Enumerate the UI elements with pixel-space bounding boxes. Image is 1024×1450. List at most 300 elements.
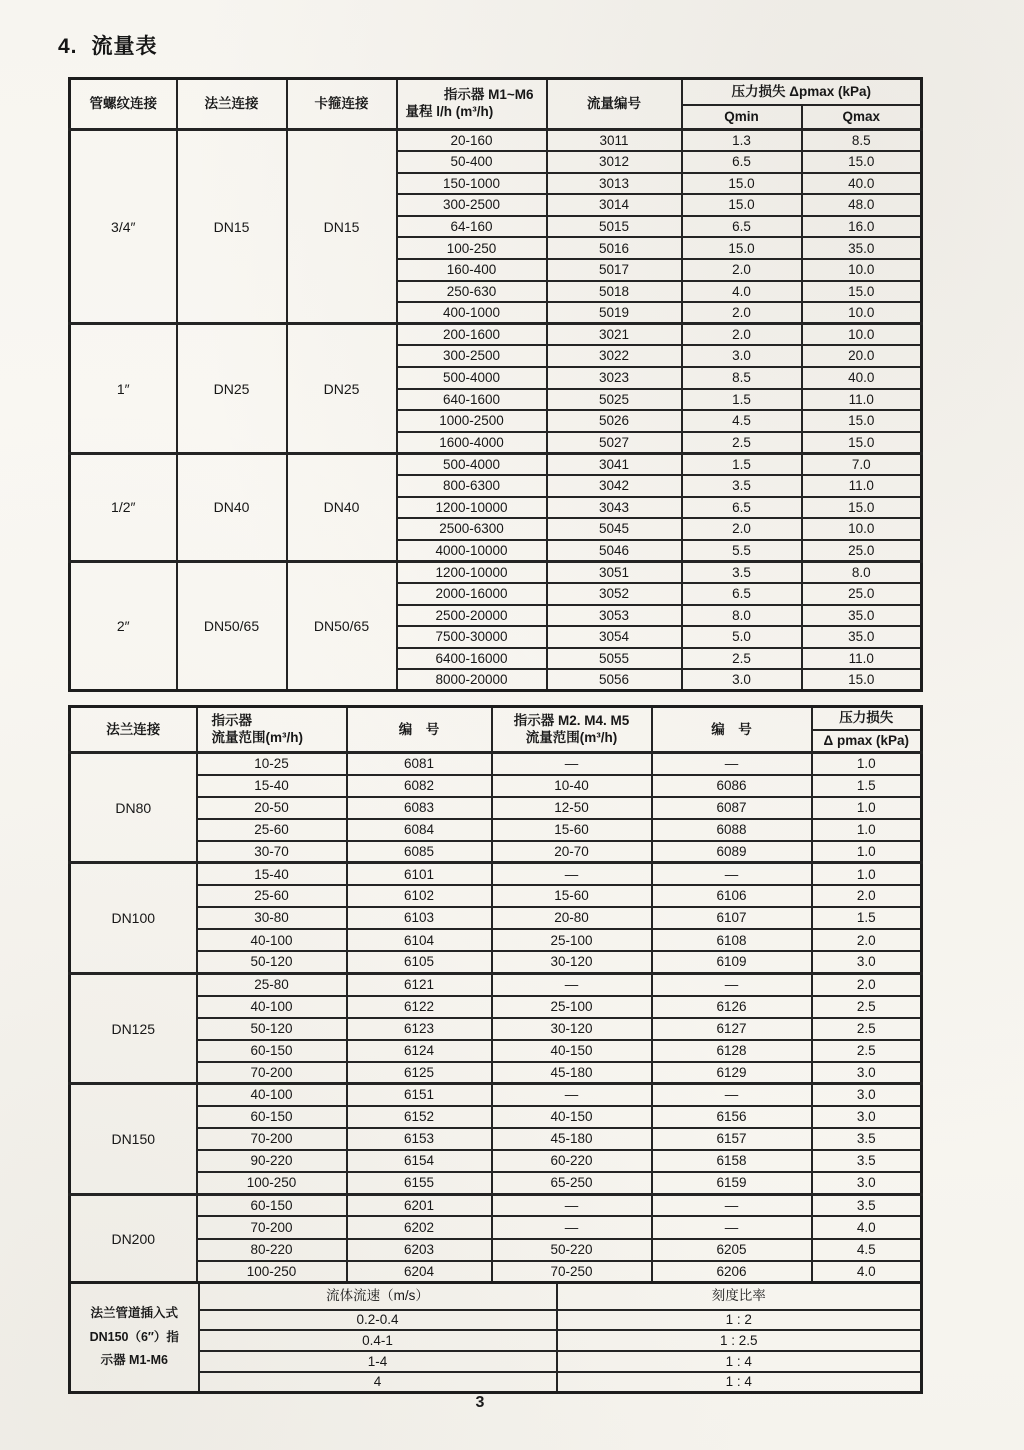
flow-number-cell: 3021 (547, 324, 682, 346)
flow-range-cell: 100-250 (397, 237, 547, 259)
flow-range-m1-cell: 90-220 (197, 1150, 347, 1172)
section-number: 4. (58, 35, 78, 58)
number-m245-cell: — (652, 1194, 812, 1216)
thread-size-cell: 2″ (70, 561, 177, 691)
number-m1-cell: 6101 (347, 863, 492, 885)
flow-range-m1-cell: 100-250 (197, 1172, 347, 1194)
flange-table-row (70, 1040, 922, 1062)
flow-range-cell: 800-6300 (397, 475, 547, 497)
flow-range-cell: 2500-6300 (397, 518, 547, 540)
number-m245-cell: 6089 (652, 841, 812, 863)
flange-table-row (70, 819, 922, 841)
flow-range-m1-cell: 10-25 (197, 753, 347, 775)
number-m245-cell: 6159 (652, 1172, 812, 1194)
qmin-loss-cell: 2.0 (682, 518, 802, 540)
flow-range-cell: 400-1000 (397, 302, 547, 324)
flange-table-row (70, 973, 922, 995)
flange-dn-cell: DN100 (70, 863, 197, 973)
pressure-loss-cell: 1.5 (812, 907, 922, 929)
flow-range-m245-cell: 30-120 (492, 1018, 652, 1040)
thread-size-cell: 1/2″ (70, 453, 177, 561)
flow-range-m1-cell: 40-100 (197, 929, 347, 951)
qmax-loss-cell: 35.0 (802, 626, 922, 648)
flow-number-cell: 3014 (547, 194, 682, 216)
header-indicator-range-m1 (197, 707, 347, 753)
header-clamp-connection: 卡箍连接 (287, 79, 397, 130)
flange-table-row (70, 1128, 922, 1150)
header-flange-connection-2: 法兰连接 (70, 707, 197, 753)
flow-range-m245-cell: 25-100 (492, 996, 652, 1018)
number-m245-cell: 6157 (652, 1128, 812, 1150)
flange-table-row (70, 885, 922, 907)
qmin-loss-cell: 8.0 (682, 605, 802, 627)
flow-table-threaded (68, 77, 923, 692)
number-m1-cell: 6102 (347, 885, 492, 907)
flow-number-cell: 3051 (547, 561, 682, 583)
number-m1-cell: 6123 (347, 1018, 492, 1040)
number-m1-cell: 6155 (347, 1172, 492, 1194)
qmin-loss-cell: 2.5 (682, 432, 802, 454)
pressure-loss-cell: 2.5 (812, 996, 922, 1018)
flow-number-cell: 5045 (547, 518, 682, 540)
flow-range-m245-cell: — (492, 753, 652, 775)
qmin-loss-cell: 2.0 (682, 302, 802, 324)
number-m245-cell: 6156 (652, 1106, 812, 1128)
flow-range-m1-cell: 70-200 (197, 1062, 347, 1084)
header-number-1: 编 号 (347, 707, 492, 753)
qmin-loss-cell: 4.5 (682, 410, 802, 432)
flange-table-row (70, 951, 922, 973)
flow-number-cell: 5027 (547, 432, 682, 454)
flow-number-cell: 5018 (547, 281, 682, 303)
number-m245-cell: — (652, 753, 812, 775)
pressure-loss-cell: 3.0 (812, 951, 922, 973)
pressure-loss-cell: 1.0 (812, 797, 922, 819)
header-pressure-loss-2: 压力损失 (812, 707, 922, 730)
qmax-loss-cell: 48.0 (802, 194, 922, 216)
flow-range-cell: 160-400 (397, 259, 547, 281)
insert-type-label-line1: 法兰管道插入式 (90, 1305, 178, 1320)
flow-range-cell: 500-4000 (397, 453, 547, 475)
flow-table-body (70, 130, 922, 691)
header-thread-connection: 管螺纹连接 (70, 79, 177, 130)
flow-range-m245-cell: — (492, 1084, 652, 1106)
qmax-loss-cell: 40.0 (802, 173, 922, 195)
flange-table-row (70, 996, 922, 1018)
flow-range-cell: 640-1600 (397, 389, 547, 411)
header-delta-pmax: Δ pmax (kPa) (812, 730, 922, 753)
flange-table-row (70, 1062, 922, 1084)
flange-table-body (70, 753, 922, 1283)
flow-number-cell: 3022 (547, 345, 682, 367)
flow-range-m1-cell: 25-60 (197, 885, 347, 907)
flow-range-m1-cell: 15-40 (197, 863, 347, 885)
flow-number-cell: 3054 (547, 626, 682, 648)
flow-number-cell: 5025 (547, 389, 682, 411)
flange-dn-cell: DN125 (70, 973, 197, 1083)
qmax-loss-cell: 15.0 (802, 497, 922, 519)
pressure-loss-cell: 2.0 (812, 973, 922, 995)
flow-number-cell: 5026 (547, 410, 682, 432)
qmax-loss-cell: 15.0 (802, 669, 922, 691)
pressure-loss-cell: 4.0 (812, 1216, 922, 1238)
number-m245-cell: 6126 (652, 996, 812, 1018)
header-fluid-velocity: 流体流速（m/s） (199, 1283, 557, 1310)
scale-ratio-cell: 1 : 2 (557, 1310, 922, 1331)
pressure-loss-cell: 3.0 (812, 1084, 922, 1106)
flow-number-cell: 3042 (547, 475, 682, 497)
qmin-loss-cell: 3.0 (682, 345, 802, 367)
flow-range-m1-cell: 40-100 (197, 996, 347, 1018)
flow-range-m245-cell: 25-100 (492, 929, 652, 951)
flange-table-row (70, 753, 922, 775)
pressure-loss-cell: 4.0 (812, 1261, 922, 1283)
number-m1-cell: 6152 (347, 1106, 492, 1128)
number-m245-cell: 6106 (652, 885, 812, 907)
qmax-loss-cell: 40.0 (802, 367, 922, 389)
header-indicator-range (397, 79, 547, 130)
flow-range-cell: 7500-30000 (397, 626, 547, 648)
header-pressure-loss: 压力损失 Δpmax (kPa) (682, 79, 922, 105)
flow-table-row (70, 561, 922, 583)
header-flow-number: 流量编号 (547, 79, 682, 130)
clamp-dn-cell: DN50/65 (287, 561, 397, 691)
flow-number-cell: 3012 (547, 151, 682, 173)
qmin-loss-cell: 3.5 (682, 561, 802, 583)
page-title (58, 30, 158, 60)
number-m1-cell: 6125 (347, 1062, 492, 1084)
flow-range-cell: 8000-20000 (397, 669, 547, 691)
flow-number-cell: 5046 (547, 540, 682, 562)
number-m1-cell: 6203 (347, 1239, 492, 1261)
flow-range-m1-cell: 15-40 (197, 775, 347, 797)
qmax-loss-cell: 15.0 (802, 151, 922, 173)
number-m1-cell: 6151 (347, 1084, 492, 1106)
flow-table-flanged (68, 705, 923, 1284)
qmin-loss-cell: 8.5 (682, 367, 802, 389)
pressure-loss-cell: 1.5 (812, 775, 922, 797)
flange-table-row (70, 929, 922, 951)
flow-number-cell: 3011 (547, 130, 682, 152)
qmax-loss-cell: 7.0 (802, 453, 922, 475)
number-m245-cell: 6087 (652, 797, 812, 819)
scale-ratio-cell: 1 : 4 (557, 1372, 922, 1393)
qmax-loss-cell: 15.0 (802, 410, 922, 432)
flange-table-row (70, 1172, 922, 1194)
pressure-loss-cell: 1.0 (812, 841, 922, 863)
number-m245-cell: 6127 (652, 1018, 812, 1040)
flow-table-row (70, 324, 922, 346)
qmin-loss-cell: 15.0 (682, 173, 802, 195)
pressure-loss-cell: 3.5 (812, 1150, 922, 1172)
flange-dn-cell: DN25 (177, 324, 287, 454)
number-m1-cell: 6122 (347, 996, 492, 1018)
thread-size-cell: 3/4″ (70, 130, 177, 324)
qmax-loss-cell: 35.0 (802, 237, 922, 259)
clamp-dn-cell: DN15 (287, 130, 397, 324)
flow-range-cell: 6400-16000 (397, 648, 547, 670)
qmin-loss-cell: 5.5 (682, 540, 802, 562)
velocity-ratio-table (68, 1281, 923, 1394)
flange-table-row (70, 863, 922, 885)
flow-range-m1-cell: 30-80 (197, 907, 347, 929)
flow-range-m245-cell: 65-250 (492, 1172, 652, 1194)
flow-range-m245-cell: 40-150 (492, 1040, 652, 1062)
flow-range-m1-cell: 20-50 (197, 797, 347, 819)
qmax-loss-cell: 16.0 (802, 216, 922, 238)
qmax-loss-cell: 10.0 (802, 302, 922, 324)
number-m245-cell: 6205 (652, 1239, 812, 1261)
flow-range-cell: 1000-2500 (397, 410, 547, 432)
pressure-loss-cell: 3.5 (812, 1128, 922, 1150)
pressure-loss-cell: 1.0 (812, 753, 922, 775)
number-m245-cell: 6086 (652, 775, 812, 797)
flow-range-cell: 50-400 (397, 151, 547, 173)
pressure-loss-cell: 4.5 (812, 1239, 922, 1261)
page-number: 3 (475, 1394, 485, 1411)
pressure-loss-cell: 3.0 (812, 1106, 922, 1128)
qmin-loss-cell: 1.5 (682, 453, 802, 475)
number-m1-cell: 6154 (347, 1150, 492, 1172)
flow-range-m245-cell: 70-250 (492, 1261, 652, 1283)
flow-range-m1-cell: 50-120 (197, 1018, 347, 1040)
insert-type-label-line2: DN150（6″）指 (89, 1329, 179, 1344)
qmax-loss-cell: 15.0 (802, 432, 922, 454)
flow-number-cell: 3013 (547, 173, 682, 195)
qmin-loss-cell: 2.0 (682, 324, 802, 346)
scale-ratio-cell: 1 : 2.5 (557, 1330, 922, 1351)
header-scale-ratio: 刻度比率 (557, 1283, 922, 1310)
qmin-loss-cell: 4.0 (682, 281, 802, 303)
number-m245-cell: 6088 (652, 819, 812, 841)
number-m245-cell: 6107 (652, 907, 812, 929)
flow-number-cell: 3043 (547, 497, 682, 519)
number-m1-cell: 6105 (347, 951, 492, 973)
flow-range-m1-cell: 60-150 (197, 1040, 347, 1062)
qmax-loss-cell: 35.0 (802, 605, 922, 627)
flange-table-header (70, 707, 922, 753)
section-title: 流量表 (91, 35, 158, 58)
qmin-loss-cell: 6.5 (682, 497, 802, 519)
flow-number-cell: 3041 (547, 453, 682, 475)
flow-range-m245-cell: — (492, 973, 652, 995)
flow-number-cell: 3023 (547, 367, 682, 389)
flange-table-row (70, 1018, 922, 1040)
number-m1-cell: 6201 (347, 1194, 492, 1216)
flow-range-m1-cell: 25-80 (197, 973, 347, 995)
fluid-velocity-cell: 0.2-0.4 (199, 1310, 557, 1331)
flow-range-m1-cell: 25-60 (197, 819, 347, 841)
flange-table-row (70, 1194, 922, 1216)
qmax-loss-cell: 10.0 (802, 518, 922, 540)
header-indicator-range-m1-line1: 指示器 (211, 712, 252, 728)
number-m1-cell: 6124 (347, 1040, 492, 1062)
qmax-loss-cell: 8.5 (802, 130, 922, 152)
flow-range-m245-cell: 40-150 (492, 1106, 652, 1128)
number-m1-cell: 6085 (347, 841, 492, 863)
flow-range-m245-cell: 15-60 (492, 819, 652, 841)
qmax-loss-cell: 8.0 (802, 561, 922, 583)
number-m1-cell: 6204 (347, 1261, 492, 1283)
flow-range-cell: 2500-20000 (397, 605, 547, 627)
flange-table-row (70, 1216, 922, 1238)
flow-range-cell: 20-160 (397, 130, 547, 152)
fluid-velocity-cell: 1-4 (199, 1351, 557, 1372)
header-flange-connection: 法兰连接 (177, 79, 287, 130)
flange-dn-cell: DN15 (177, 130, 287, 324)
flow-range-cell: 500-4000 (397, 367, 547, 389)
insert-type-label (70, 1283, 199, 1393)
number-m245-cell: 6129 (652, 1062, 812, 1084)
flange-dn-cell: DN150 (70, 1084, 197, 1194)
qmax-loss-cell: 11.0 (802, 648, 922, 670)
velocity-ratio-header-row (70, 1283, 922, 1310)
flow-range-cell: 1200-10000 (397, 497, 547, 519)
flow-range-m245-cell: 20-70 (492, 841, 652, 863)
scale-ratio-cell: 1 : 4 (557, 1351, 922, 1372)
clamp-dn-cell: DN40 (287, 453, 397, 561)
flange-dn-cell: DN50/65 (177, 561, 287, 691)
qmin-loss-cell: 5.0 (682, 626, 802, 648)
qmin-loss-cell: 6.5 (682, 216, 802, 238)
qmax-loss-cell: 25.0 (802, 540, 922, 562)
flange-dn-cell: DN200 (70, 1194, 197, 1282)
thread-size-cell: 1″ (70, 324, 177, 454)
qmax-loss-cell: 20.0 (802, 345, 922, 367)
flow-range-m245-cell: — (492, 1216, 652, 1238)
flow-number-cell: 5055 (547, 648, 682, 670)
pressure-loss-cell: 2.5 (812, 1018, 922, 1040)
flow-range-m245-cell: 60-220 (492, 1150, 652, 1172)
pressure-loss-cell: 3.0 (812, 1172, 922, 1194)
qmin-loss-cell: 2.0 (682, 259, 802, 281)
qmin-loss-cell: 15.0 (682, 237, 802, 259)
header-indicator-range-m245-line1: 指示器 M2. M4. M5 (513, 712, 630, 728)
flow-number-cell: 5056 (547, 669, 682, 691)
flow-range-cell: 300-2500 (397, 345, 547, 367)
fluid-velocity-cell: 0.4-1 (199, 1330, 557, 1351)
flow-range-m245-cell: 12-50 (492, 797, 652, 819)
flange-table-row (70, 907, 922, 929)
pressure-loss-cell: 2.0 (812, 885, 922, 907)
qmax-loss-cell: 11.0 (802, 389, 922, 411)
number-m1-cell: 6084 (347, 819, 492, 841)
header-indicator-range-m245-line2: 流量范围(m³/h) (525, 729, 618, 745)
qmin-loss-cell: 6.5 (682, 583, 802, 605)
pressure-loss-cell: 2.5 (812, 1040, 922, 1062)
qmin-loss-cell: 3.5 (682, 475, 802, 497)
number-m1-cell: 6153 (347, 1128, 492, 1150)
flow-range-m1-cell: 100-250 (197, 1261, 347, 1283)
number-m245-cell: — (652, 1084, 812, 1106)
flow-range-m245-cell: 45-180 (492, 1128, 652, 1150)
flow-number-cell: 3052 (547, 583, 682, 605)
qmax-loss-cell: 15.0 (802, 281, 922, 303)
flow-table-row (70, 453, 922, 475)
header-indicator-range-line1: 指示器 M1~M6 (443, 87, 534, 103)
flange-table-row (70, 1106, 922, 1128)
flow-table-header (70, 79, 922, 130)
flow-range-m1-cell: 50-120 (197, 951, 347, 973)
header-indicator-range-line2: 量程 l/h (m³/h) (405, 104, 494, 119)
flow-range-m245-cell: — (492, 1194, 652, 1216)
number-m245-cell: — (652, 863, 812, 885)
flow-range-m245-cell: 10-40 (492, 775, 652, 797)
qmin-loss-cell: 1.3 (682, 130, 802, 152)
flow-range-cell: 150-1000 (397, 173, 547, 195)
flow-table-row (70, 130, 922, 152)
flow-range-m1-cell: 70-200 (197, 1128, 347, 1150)
flange-table-row (70, 775, 922, 797)
pressure-loss-cell: 2.0 (812, 929, 922, 951)
flow-range-m245-cell: 30-120 (492, 951, 652, 973)
qmin-loss-cell: 3.0 (682, 669, 802, 691)
clamp-dn-cell: DN25 (287, 324, 397, 454)
flow-range-m1-cell: 30-70 (197, 841, 347, 863)
number-m1-cell: 6103 (347, 907, 492, 929)
number-m245-cell: 6109 (652, 951, 812, 973)
flow-range-cell: 250-630 (397, 281, 547, 303)
qmin-loss-cell: 1.5 (682, 389, 802, 411)
flange-table-row (70, 1084, 922, 1106)
insert-type-label-line3: 示器 M1-M6 (100, 1353, 168, 1368)
number-m1-cell: 6082 (347, 775, 492, 797)
fluid-velocity-cell: 4 (199, 1372, 557, 1393)
number-m1-cell: 6104 (347, 929, 492, 951)
number-m1-cell: 6202 (347, 1216, 492, 1238)
flow-range-cell: 200-1600 (397, 324, 547, 346)
number-m245-cell: 6108 (652, 929, 812, 951)
number-m245-cell: 6206 (652, 1261, 812, 1283)
number-m245-cell: — (652, 973, 812, 995)
header-indicator-range-m1-line2: 流量范围(m³/h) (211, 729, 303, 745)
pressure-loss-cell: 1.0 (812, 819, 922, 841)
flange-dn-cell: DN40 (177, 453, 287, 561)
flow-range-cell: 4000-10000 (397, 540, 547, 562)
flange-table-row (70, 841, 922, 863)
number-m1-cell: 6081 (347, 753, 492, 775)
flow-range-cell: 64-160 (397, 216, 547, 238)
number-m245-cell: — (652, 1216, 812, 1238)
flow-number-cell: 5019 (547, 302, 682, 324)
flow-number-cell: 3053 (547, 605, 682, 627)
pressure-loss-cell: 3.5 (812, 1194, 922, 1216)
qmax-loss-cell: 25.0 (802, 583, 922, 605)
flow-range-m1-cell: 80-220 (197, 1239, 347, 1261)
number-m245-cell: 6128 (652, 1040, 812, 1062)
qmin-loss-cell: 15.0 (682, 194, 802, 216)
number-m1-cell: 6083 (347, 797, 492, 819)
flange-table-row (70, 1150, 922, 1172)
flow-range-cell: 1600-4000 (397, 432, 547, 454)
qmax-loss-cell: 10.0 (802, 259, 922, 281)
pressure-loss-cell: 3.0 (812, 1062, 922, 1084)
flange-dn-cell: DN80 (70, 753, 197, 863)
qmax-loss-cell: 11.0 (802, 475, 922, 497)
header-number-2: 编 号 (652, 707, 812, 753)
flow-range-m1-cell: 40-100 (197, 1084, 347, 1106)
header-qmax: Qmax (802, 105, 922, 130)
number-m245-cell: 6158 (652, 1150, 812, 1172)
flow-range-m245-cell: 20-80 (492, 907, 652, 929)
flow-range-m1-cell: 60-150 (197, 1194, 347, 1216)
flow-number-cell: 5015 (547, 216, 682, 238)
flange-table-row (70, 1239, 922, 1261)
header-qmin: Qmin (682, 105, 802, 130)
pressure-loss-cell: 1.0 (812, 863, 922, 885)
flow-range-m1-cell: 60-150 (197, 1106, 347, 1128)
qmin-loss-cell: 6.5 (682, 151, 802, 173)
